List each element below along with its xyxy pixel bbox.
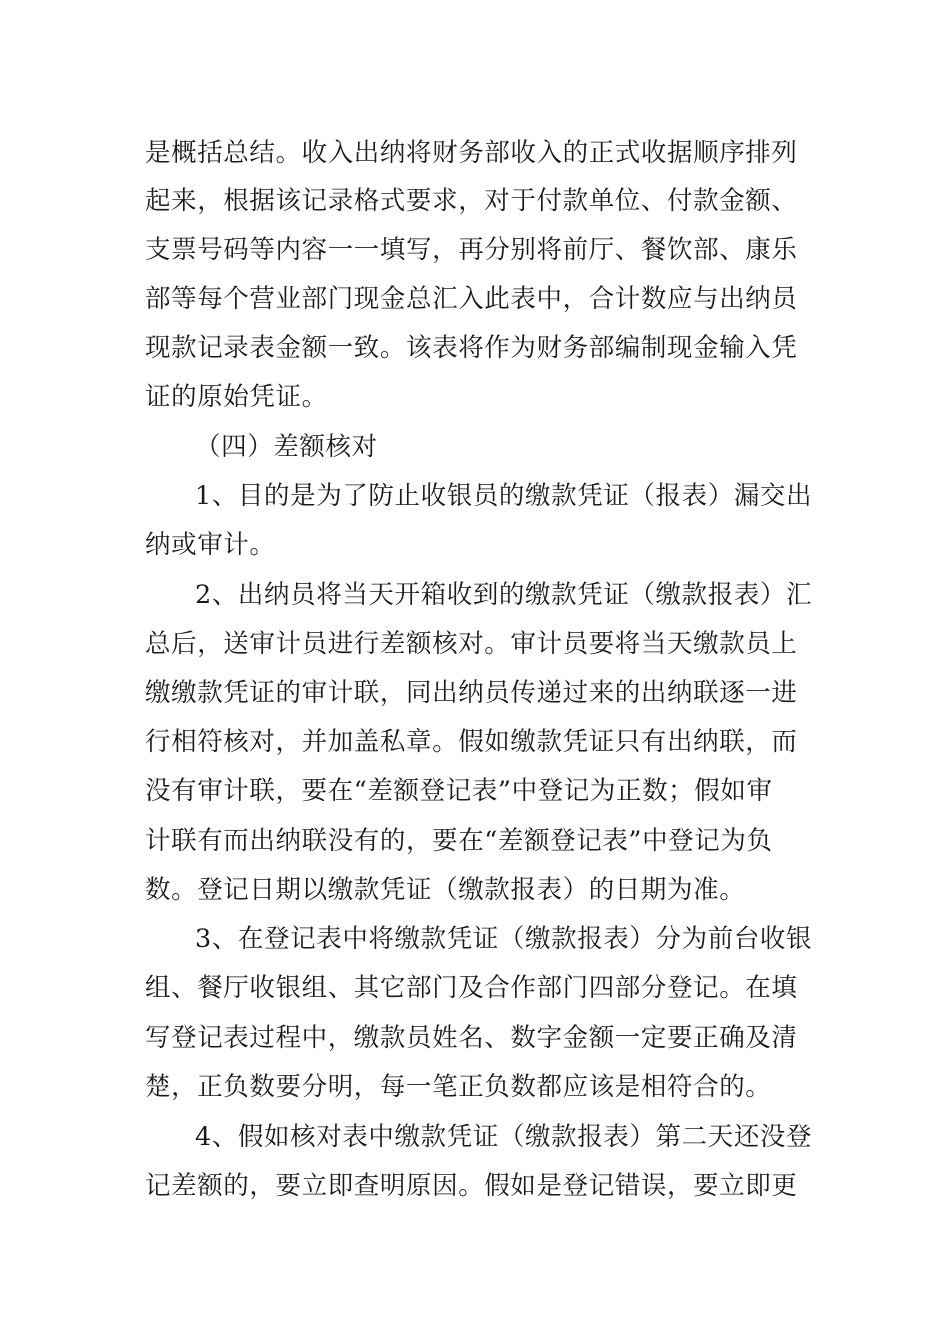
paragraph-line: 计联有而出纳联没有的，要在“差额登记表”中登记为负 xyxy=(145,826,773,856)
paragraph-line: 1、目的是为了防止收银员的缴款凭证（报表）漏交出 xyxy=(195,481,813,511)
paragraph-line: 楚，正负数要分明，每一笔正负数都应该是相符合的。 xyxy=(145,1072,772,1102)
paragraph-line: 写登记表过程中，缴款员姓名、数字金额一定要正确及清 xyxy=(145,1023,798,1053)
paragraph-line: 4、假如核对表中缴款凭证（缴款报表）第二天还没登 xyxy=(195,1122,813,1152)
paragraph-line: 起来，根据该记录格式要求，对于付款单位、付款金额、 xyxy=(145,186,798,216)
paragraph-line: 纳或审计。 xyxy=(145,530,276,560)
paragraph-line: 组、餐厅收银组、其它部门及合作部门四部分登记。在填 xyxy=(145,973,798,1003)
paragraph-line: 是概括总结。收入出纳将财务部收入的正式收据顺序排列 xyxy=(145,138,798,168)
paragraph-line: 支票号码等内容一一填写，再分别将前厅、餐饮部、康乐 xyxy=(145,235,798,265)
paragraph-line: 3、在登记表中将缴款凭证（缴款报表）分为前台收银 xyxy=(195,924,813,954)
paragraph-line: 2、出纳员将当天开箱收到的缴款凭证（缴款报表）汇 xyxy=(195,580,813,610)
paragraph-line: 行相符核对，并加盖私章。假如缴款凭证只有出纳联，而 xyxy=(145,727,798,757)
paragraph-line: 没有审计联，要在“差额登记表”中登记为正数；假如审 xyxy=(145,776,773,806)
paragraph-line: 记差额的，要立即查明原因。假如是登记错误，要立即更 xyxy=(145,1171,798,1201)
paragraph-line: 缴缴款凭证的审计联，同出纳员传递过来的出纳联逐一进 xyxy=(145,678,798,708)
section-heading: （四）差额核对 xyxy=(195,432,378,462)
paragraph-line: 现款记录表金额一致。该表将作为财务部编制现金输入凭 xyxy=(145,333,798,363)
paragraph-line: 证的原始凭证。 xyxy=(145,382,328,412)
paragraph-line: 总后，送审计员进行差额核对。审计员要将当天缴款员上 xyxy=(145,629,798,659)
paragraph-line: 部等每个营业部门现金总汇入此表中，合计数应与出纳员 xyxy=(145,284,798,314)
paragraph-line: 数。登记日期以缴款凭证（缴款报表）的日期为准。 xyxy=(145,875,746,905)
